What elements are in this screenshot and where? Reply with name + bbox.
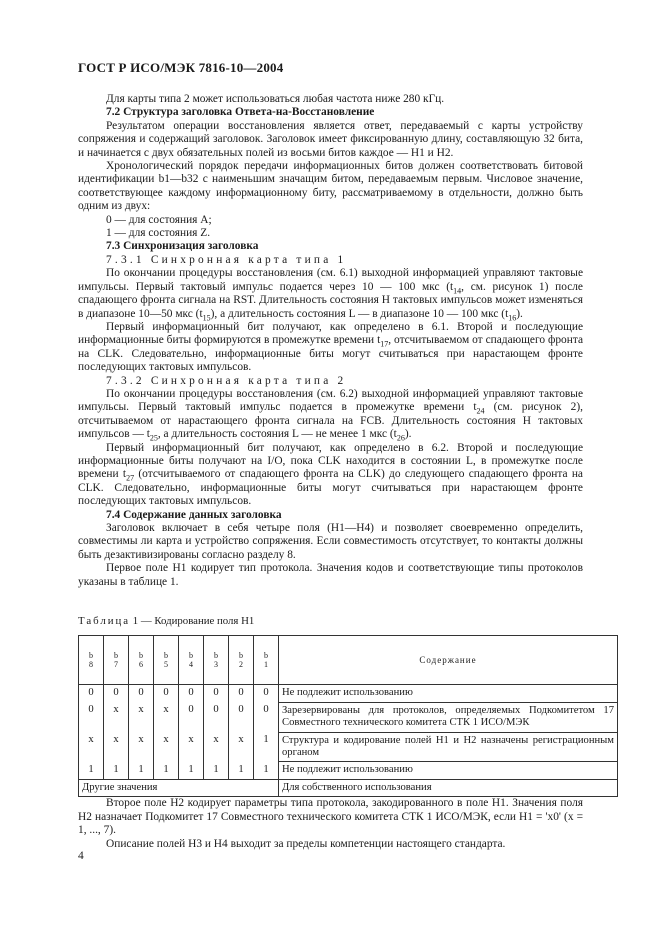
document-body (78, 93, 614, 851)
row-description: Не подлежит использованию (279, 762, 618, 779)
page-header: ГОСТ Р ИСО/МЭК 7816-10—2004 (78, 60, 284, 75)
paragraph: По окончании процедуры восстановления (см. 6.1) выходной информацией управляют тактовые импульсы. Первый тактовый импульс подается через 10 — 100 мкс ($t_{14}$, см. рисунок 1) после спадающего фронта сигнала на RST. Длительность состояния Н тактовых импульсов может изменяться в диапазоне 10—50 мкс $(t_{15})$, а длительность состояния L — в диапазоне 10 — 100 мкс $(t_{16})$. (78, 267, 583, 322)
table-row: x x x x x x x 1 Структура и кодирование полей Н1 и Н2 назначены регистрационным органом (79, 732, 618, 762)
paragraph: Первый информационный бит получают, как определено в 6.1. Второй и последующие информационные биты формируются в промежутке времени $t_{17}$, отсчитываемом от спадающего фронта на CLK. Следовательно, информационные биты могут считываться при нарастающем фронте последующих тактовых импульсов. (78, 320, 584, 374)
subsection-heading-7-3-1: 7.3.1 Синхронная карта типа 1 (106, 253, 347, 266)
section-heading-7-2: 7.2 Структура заголовка Ответа-на-Восстановление (106, 106, 375, 119)
bit-header: b 3 (204, 636, 229, 685)
bit-header: b 6 (129, 636, 154, 685)
paragraph: Хронологический порядок передачи информационных битов должен соответствовать битовой идентификации b1—b32 с наименьшим значащим битом, передаваемым первым. Числовое значение, соответствующее каждому информационному биту, рассматриваемому в отдельности, должно быть одним из двух: (78, 160, 583, 213)
paragraph: Второе поле Н2 кодирует параметры типа протокола, закодированного в поле Н1. Значения поля Н2 назначает Подкомитет 17 Совместного технического комитета СТК 1 ИСО/МЭК, если Н1 = 'x0' (x = 1, ..., 7). (78, 797, 583, 837)
paragraph: Результатом операции восстановления является ответ, передаваемый с карты устройству сопряжения и содержащий заголовок. Заголовок имеет фиксированную длину, составляющую 32 бита, и начинается с двух обязательных полей из восьми битов каждое — Н1 и Н2. (78, 119, 583, 159)
list-item: 0 — для состояния А; (106, 213, 212, 226)
table-row: 0 0 0 0 0 0 0 0 Не подлежит использованию (79, 685, 618, 702)
bit-header: b 7 (104, 636, 129, 685)
section-heading-7-3: 7.3 Синхронизация заголовка (106, 240, 259, 253)
page-number: 4 (78, 850, 84, 862)
section-heading-7-4: 7.4 Содержание данных заголовка (106, 508, 282, 521)
paragraph: По окончании процедуры восстановления (см. 6.2) выходной информацией управляют тактовые импульсы. Первый тактовый импульс подается в промежутке времени $t_{24}$ (см. рисунок 2), отсчитываемом от нарастающего фронта сигнала на FCB. Длительность состояния Н тактовых импульсов — $t_{25}$, а длительность состояния L — не менее 1 мкс $(t_{26})$. (78, 387, 583, 443)
bit-header: b 4 (179, 636, 204, 685)
row-description: Не подлежит использованию (279, 685, 618, 702)
other-values-description: Для собственного использования (279, 779, 618, 796)
bit-header: b 5 (154, 636, 179, 685)
table-caption: Таблица 1 — Кодирование поля Н1 (78, 615, 255, 628)
bit-header: b 8 (79, 636, 104, 685)
row-description: Зарезервированы для протоколов, определяемых Подкомитетом 17 Совместного технического комитета СТК 1 ИСО/МЭК (279, 702, 618, 732)
paragraph: Первое поле Н1 кодирует тип протокола. Значения кодов и соответствующие типы протоколов указаны в таблице 1. (78, 562, 583, 588)
paragraph: Описание полей Н3 и Н4 выходит за пределы компетенции настоящего стандарта. (106, 837, 506, 850)
table-row: 0 x x x 0 0 0 0 Зарезервированы для протоколов, определяемых Подкомитетом 17 Совместного технического комитета СТК 1 ИСО/МЭК (79, 702, 618, 732)
table-header-row (79, 636, 618, 685)
content-header: Содержание (279, 636, 618, 685)
subsection-heading-7-3-2: 7.3.2 Синхронная карта типа 2 (106, 374, 347, 387)
paragraph: Заголовок включает в себя четыре поля (Н1—Н4) и позволяет своевременно определить, совместимы ли карта и устройство сопряжения. Если совместимость отсутствует, то контакты должны быть дезактивизированы согласно разделу 8. (78, 522, 583, 561)
bit-header: b 1 (254, 636, 279, 685)
list-item: 1 — для состояния Z. (106, 227, 211, 240)
h1-coding-table (78, 635, 618, 797)
paragraph: Первый информационный бит получают, как определено в 6.2. Второй и последующие информационные биты получают на I/O, пока CLK находится в состоянии L, в промежутке после времени $t_{27}$ (отсчитываемого от спадающего фронта на CLK) до следующего спадающего фронта на CLK. Следовательно, информационные биты могут считываться при нарастающем фронте последующих тактовых импульсов. (78, 441, 583, 508)
table-row: 1 1 1 1 1 1 1 1 Не подлежит использованию (79, 762, 618, 779)
row-description: Структура и кодирование полей Н1 и Н2 назначены регистрационным органом (279, 732, 618, 762)
other-values-label: Другие значения (79, 779, 279, 796)
paragraph: Для карты типа 2 может использоваться любая частота ниже 280 кГц. (106, 93, 445, 105)
table-row-other (79, 779, 618, 796)
bit-header: b 2 (229, 636, 254, 685)
